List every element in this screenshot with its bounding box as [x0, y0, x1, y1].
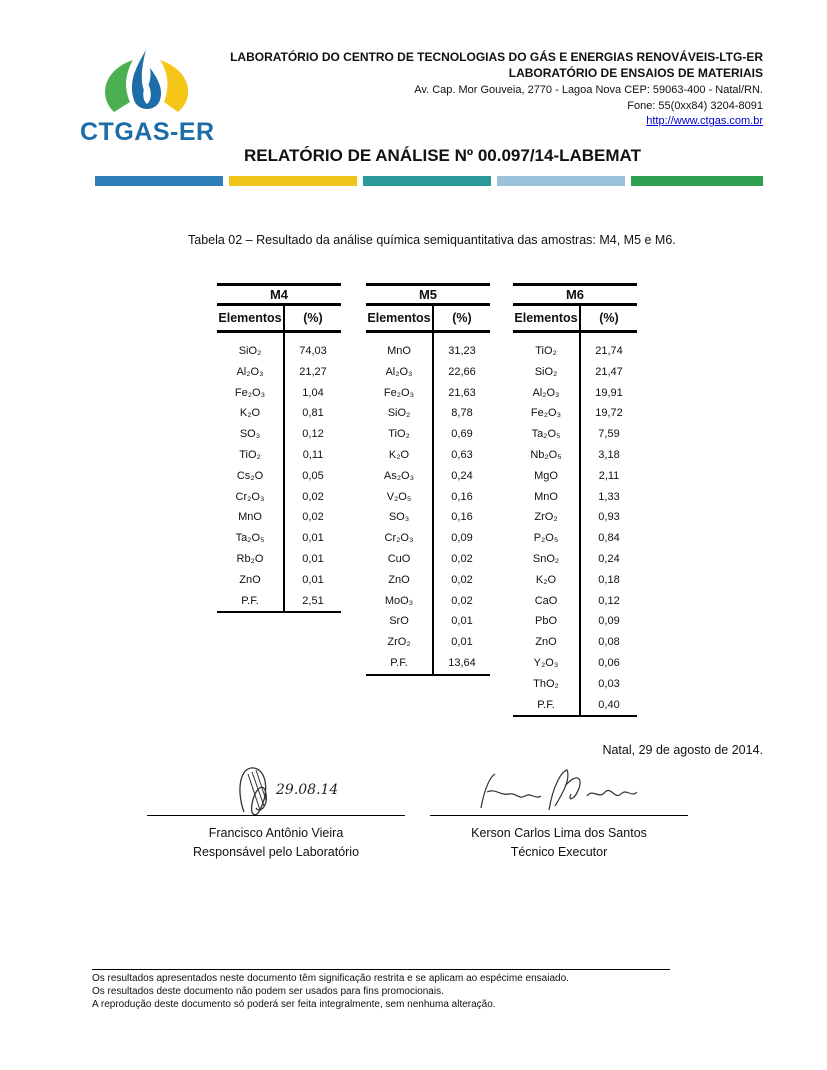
percent-cell: 74,03 [299, 345, 327, 357]
signer-role: Responsável pelo Laboratório [192, 845, 360, 859]
table-m4 [217, 283, 341, 613]
percent-cell: 21,47 [595, 365, 623, 378]
table-row [513, 466, 637, 487]
table-row [513, 445, 637, 466]
percent-cell: 0,06 [598, 656, 620, 669]
lab-phone: Fone: 55(0xx84) 3204-8091 [627, 100, 763, 112]
element-cell: K₂O [388, 448, 410, 461]
percent-cell: 0,01 [302, 532, 324, 545]
table-row [217, 362, 341, 383]
table-row [217, 487, 341, 508]
percent-cell: 0,81 [302, 407, 324, 420]
table-row-pf [217, 591, 341, 612]
element-cell: ZnO [239, 573, 261, 586]
table-row [513, 611, 637, 632]
signer-name: Kerson Carlos Lima dos Santos [471, 826, 647, 840]
table-row [366, 570, 490, 591]
element-cell: Al₂O₃ [236, 365, 264, 378]
element-cell: MnO [238, 511, 262, 524]
percent-cell: 2,11 [598, 469, 620, 482]
element-cell: ZnO [388, 573, 410, 586]
percent-cell: 0,16 [451, 511, 473, 524]
percent-cell: 0,08 [598, 636, 620, 649]
table-row [366, 528, 490, 549]
table-row [366, 341, 490, 362]
percent-cell: 0,84 [598, 532, 620, 545]
table-caption: Tabela 02 – Resultado da análise química semiquantitativa das amostras: M4, M5 e M6. [188, 233, 676, 247]
table-row [513, 403, 637, 424]
table-spacer [366, 333, 490, 341]
element-cell: K₂O [535, 573, 557, 586]
percent-cell: 0,02 [451, 594, 473, 607]
element-cell: K₂O [239, 407, 261, 420]
percent-cell: 1,33 [598, 490, 620, 503]
signature-francisco [230, 760, 350, 822]
table-row [513, 674, 637, 695]
sample-label: M4 [269, 287, 289, 302]
table-row-pf [366, 653, 490, 674]
lab-department: LABORATÓRIO DE ENSAIOS DE MATERIAIS [508, 66, 763, 80]
percent-cell: 0,03 [598, 677, 620, 690]
element-cell: CuO [387, 552, 411, 565]
element-cell: MoO₃ [384, 594, 414, 607]
signature-date: 29.08.14 [276, 782, 339, 798]
column-header-elements: Elementos [218, 311, 282, 325]
percent-cell: 1,04 [302, 386, 324, 399]
element-cell: Rb₂O [236, 552, 264, 565]
table-row [513, 341, 637, 362]
table-row [217, 507, 341, 528]
table-row [366, 549, 490, 570]
table-row [513, 424, 637, 445]
element-cell: SnO₂ [532, 552, 560, 565]
table-rule [217, 611, 341, 613]
table-row [513, 528, 637, 549]
element-cell: SiO₂ [534, 365, 558, 378]
table-rule [366, 674, 490, 676]
percent-cell: 0,24 [598, 552, 620, 565]
table-row [366, 611, 490, 632]
column-header-percent: (%) [303, 311, 323, 325]
sample-label: M5 [418, 287, 438, 302]
table-row [217, 403, 341, 424]
signature-line [147, 815, 405, 816]
header-row [513, 306, 637, 330]
element-cell: V₂O₅ [386, 490, 412, 503]
element-cell: Fe₂O₃ [383, 386, 415, 399]
table-row [366, 591, 490, 612]
element-cell: MnO [387, 345, 411, 357]
percent-cell: 21,74 [595, 345, 623, 357]
table-row [366, 383, 490, 404]
table-row [366, 362, 490, 383]
percent-cell: 0,05 [302, 469, 324, 482]
band-segment [95, 176, 223, 186]
table-row [366, 466, 490, 487]
color-band [95, 176, 763, 186]
element-cell: TiO₂ [535, 345, 557, 357]
element-cell: SiO₂ [238, 345, 262, 357]
table-row [513, 383, 637, 404]
band-segment [363, 176, 491, 186]
table-row [217, 549, 341, 570]
footer-note: Os resultados deste documento não podem ser usados para fins promocionais. [92, 986, 444, 997]
percent-cell: 31,23 [448, 345, 476, 357]
table-row [217, 570, 341, 591]
element-cell: Cs₂O [236, 469, 264, 482]
percent-cell: 0,02 [302, 490, 324, 503]
report-date: Natal, 29 de agosto de 2014. [602, 743, 763, 757]
header-row [366, 306, 490, 330]
element-cell: MnO [534, 490, 558, 503]
percent-cell: 19,91 [595, 386, 623, 399]
table-row [217, 528, 341, 549]
signature-kerson [475, 766, 645, 818]
element-cell: MgO [534, 469, 558, 482]
table-row [513, 653, 637, 674]
element-cell: Fe₂O₃ [234, 386, 266, 399]
element-cell: ZrO₂ [387, 636, 411, 649]
percent-cell: 0,01 [451, 615, 473, 628]
percent-cell: 0,63 [451, 448, 473, 461]
percent-cell: 8,78 [451, 407, 473, 420]
percent-cell: 0,40 [598, 698, 620, 711]
element-cell: As₂O₃ [383, 469, 415, 482]
percent-cell: 0,18 [598, 573, 620, 586]
element-cell: P.F. [390, 656, 408, 669]
percent-cell: 3,18 [598, 448, 620, 461]
footer-divider [92, 969, 670, 970]
table-row [366, 507, 490, 528]
percent-cell: 0,01 [451, 636, 473, 649]
band-segment [631, 176, 763, 186]
element-cell: ZrO₂ [534, 511, 558, 524]
table-row [366, 403, 490, 424]
element-cell: Ta₂O₅ [531, 428, 561, 441]
table-body [366, 333, 490, 674]
table-row [513, 549, 637, 570]
table-m6 [513, 283, 637, 717]
logo-text: CTGAS-ER [80, 118, 215, 146]
table-row [513, 632, 637, 653]
percent-cell: 0,02 [451, 573, 473, 586]
percent-cell: 0,01 [302, 552, 324, 565]
table-row [513, 362, 637, 383]
table-row [217, 445, 341, 466]
element-cell: TiO₂ [388, 428, 410, 441]
percent-cell: 7,59 [598, 428, 620, 441]
table-rule [513, 715, 637, 717]
element-cell: Ta₂O₅ [235, 532, 265, 545]
table-row [217, 383, 341, 404]
element-cell: SiO₂ [387, 407, 411, 420]
sample-label: M6 [565, 287, 585, 302]
table-m5 [366, 283, 490, 676]
table-row [513, 591, 637, 612]
element-cell: Cr₂O₃ [384, 532, 414, 545]
signature-line [430, 815, 688, 816]
percent-cell: 21,63 [448, 386, 476, 399]
signer-role: Técnico Executor [510, 845, 608, 859]
percent-cell: 0,01 [302, 573, 324, 586]
percent-cell: 0,16 [451, 490, 473, 503]
table-row [513, 507, 637, 528]
header-row [217, 306, 341, 330]
percent-cell: 0,09 [451, 532, 473, 545]
table-row [366, 632, 490, 653]
element-cell: SO₃ [239, 428, 261, 441]
percent-cell: 21,27 [299, 365, 327, 378]
element-cell: Nb₂O₅ [530, 448, 562, 461]
percent-cell: 0,12 [302, 428, 324, 441]
table-row-pf [513, 695, 637, 716]
element-cell: Y₂O₃ [533, 656, 559, 669]
table-row [366, 487, 490, 508]
element-cell: SrO [389, 615, 409, 628]
lab-address: Av. Cap. Mor Gouveia, 2770 - Lagoa Nova CEP: 59063-400 - Natal/RN. [414, 84, 763, 96]
report-title: RELATÓRIO DE ANÁLISE Nº 00.097/14-LABEMAT [244, 146, 641, 165]
element-cell: P.F. [241, 594, 259, 607]
table-spacer [217, 333, 341, 341]
table-row [217, 341, 341, 362]
signer-name: Francisco Antônio Vieira [208, 826, 344, 840]
band-segment [497, 176, 625, 186]
element-cell: Cr₂O₃ [235, 490, 265, 503]
element-cell: TiO₂ [239, 448, 261, 461]
percent-cell: 0,69 [451, 428, 473, 441]
lab-name: LABORATÓRIO DO CENTRO DE TECNOLOGIAS DO GÁS E ENERGIAS RENOVÁVEIS-LTG-ER [230, 50, 763, 64]
element-cell: Al₂O₃ [532, 386, 560, 399]
percent-cell: 2,51 [302, 594, 324, 607]
element-cell: Fe₂O₃ [530, 407, 562, 420]
percent-cell: 0,09 [598, 615, 620, 628]
table-spacer [513, 333, 637, 341]
table-row [366, 445, 490, 466]
table-row [217, 466, 341, 487]
element-cell: Al₂O₃ [385, 365, 413, 378]
element-cell: SO₃ [388, 511, 410, 524]
element-cell: PbO [534, 615, 557, 628]
percent-cell: 0,24 [451, 469, 473, 482]
element-cell: ZnO [535, 636, 557, 649]
percent-cell: 0,93 [598, 511, 620, 524]
percent-cell: 19,72 [595, 407, 623, 420]
element-cell: P₂O₅ [533, 532, 559, 545]
element-cell: P.F. [537, 698, 555, 711]
column-header-elements: Elementos [367, 311, 431, 325]
percent-cell: 0,11 [302, 448, 324, 461]
column-header-percent: (%) [599, 311, 619, 325]
footer-note: A reprodução deste documento só poderá ser feita integralmente, sem nenhuma alteração. [92, 999, 496, 1010]
footer-note: Os resultados apresentados neste documento têm significação restrita e se aplicam ao espécime ensaiado. [92, 973, 569, 984]
percent-cell: 0,12 [598, 594, 620, 607]
percent-cell: 0,02 [302, 511, 324, 524]
band-segment [229, 176, 357, 186]
percent-cell: 0,02 [451, 552, 473, 565]
table-row [366, 424, 490, 445]
percent-cell: 22,66 [448, 365, 476, 378]
percent-cell: 13,64 [448, 656, 476, 669]
element-cell: CaO [534, 594, 558, 607]
table-body [513, 333, 637, 715]
lab-website-link[interactable]: http://www.ctgas.com.br [646, 115, 763, 127]
table-row [513, 487, 637, 508]
column-header-percent: (%) [452, 311, 472, 325]
element-cell: ThO₂ [533, 677, 559, 690]
table-row [217, 424, 341, 445]
table-body [217, 333, 341, 611]
column-header-elements: Elementos [514, 311, 578, 325]
table-row [513, 570, 637, 591]
